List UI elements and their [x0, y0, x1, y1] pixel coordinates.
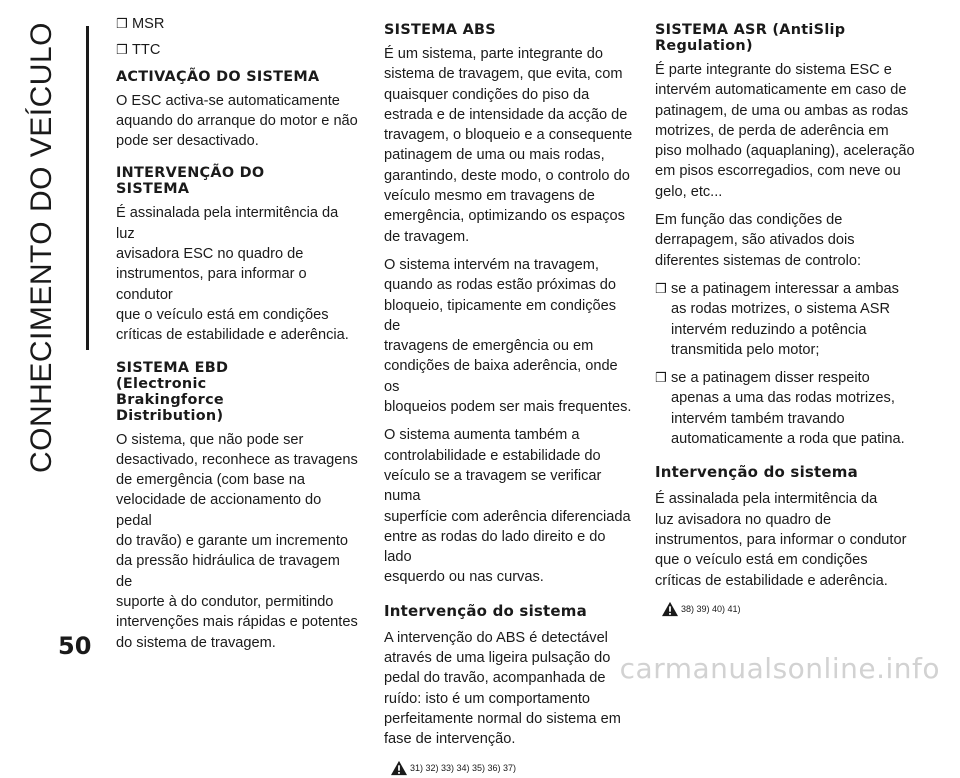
heading-intervention: INTERVENÇÃO DO SISTEMA — [116, 165, 265, 198]
heading-asr-intervention: Intervenção do sistema — [655, 463, 858, 482]
page-number: 50 — [58, 632, 92, 660]
list-item-text: se a patinagem disser respeito apenas a uma das rodas motrizes, intervém também travando automaticamente a roda que patina. — [671, 370, 905, 448]
watermark: carmanualsonline.info — [619, 652, 940, 685]
side-title-text: CONHECIMENTO DO VEÍCULO — [25, 22, 58, 473]
paragraph-asr-1: É parte integrante do sistema ESC e intervém automaticamente em caso de patinagem, de uma ou ambas as rodas motrizes, de perda de aderência em piso molhado (aquaplaning), aceleração em pisos escorregadios, com neve ou gelo, etc... — [655, 62, 915, 200]
heading-activation: ACTIVAÇÃO DO SISTEMA — [116, 68, 320, 85]
heading-ebd: SISTEMA EBD (Electronic Brakingforce Distribution) — [116, 359, 229, 424]
paragraph-abs-1: É um sistema, parte integrante do sistema de travagem, que evita, com quaisquer condições do piso da estrada e de intensidade da acção de travagem, o bloqueio e a consequente patinagem de uma ou mais rodas, garantindo, deste modo, o controlo do veículo mesmo em travagens de emergência, optimizando os espaços de travagem. — [384, 46, 633, 245]
paragraph-intervention: É assinalada pela intermitência da luz avisadora ESC no quadro de instrumentos, para informar o condutor que o veículo está em condições críticas de estabilidade e aderência. — [116, 205, 349, 344]
warning-triangle-icon — [390, 760, 408, 776]
checkbox-bullet-icon: ❒ — [655, 370, 667, 386]
checkbox-bullet-icon: ❒ — [655, 280, 667, 296]
list-item-text: MSR — [132, 16, 165, 32]
list-item — [655, 368, 915, 449]
checkbox-bullet-icon: ❒ — [116, 16, 128, 31]
paragraph-activation: O ESC activa-se automaticamente aquando do arranque do motor e não pode ser desactivado. — [116, 92, 358, 150]
section-side-title — [22, 22, 62, 582]
column-3 — [655, 14, 915, 619]
heading-abs: SISTEMA ABS — [384, 22, 496, 38]
heading-asr: SISTEMA ASR (AntiSlip Regulation) — [655, 22, 846, 54]
checkbox-bullet-icon: ❒ — [116, 42, 128, 58]
warning-triangle-icon — [661, 601, 679, 617]
heading-abs-intervention: Intervenção do sistema — [384, 601, 587, 620]
column-1 — [116, 14, 360, 661]
column-2 — [384, 14, 634, 778]
list-item — [116, 14, 360, 34]
references-text: 31) 32) 33) 34) 35) 36) 37) — [410, 762, 517, 773]
warning-references — [390, 758, 634, 778]
list-item — [116, 40, 360, 60]
warning-references — [661, 599, 915, 619]
paragraph-abs-2: O sistema intervém na travagem, quando as rodas estão próximas do bloqueio, tipicamente em condições de travagens de emergência ou em condições de baixa aderência, onde os bloqueios podem ser mais frequentes. — [384, 256, 632, 416]
list-item-text: TTC — [132, 42, 161, 59]
list-item — [655, 279, 915, 360]
paragraph-asr-2: Em função das condições de derrapagem, são ativados dois diferentes sistemas de controlo: — [655, 212, 862, 269]
paragraph-abs-3: O sistema aumenta também a controlabilidade e estabilidade do veículo se a travagem se verificar numa superfície com aderência diferenciada entre as rodas do lado direito e do lado esquerdo ou nas curvas. — [384, 427, 631, 586]
list-item-text: se a patinagem interessar a ambas as rodas motrizes, o sistema ASR intervém reduzindo a potência transmitida pelo motor; — [671, 280, 899, 358]
side-rule — [86, 26, 89, 350]
paragraph-asr-intervention: É assinalada pela intermitência da luz avisadora no quadro de instrumentos, para informar o condutor que o veículo está em condições críticas de estabilidade e aderência. — [655, 491, 907, 589]
references-text: 38) 39) 40) 41) — [681, 603, 741, 614]
paragraph-ebd: O sistema, que não pode ser desactivado, reconhece as travagens de emergência (com base na velocidade de accionamento do pedal do travão) e garante um incremento da pressão hidráulica de travagem de suporte à do condutor, permitindo intervenções mais rápidas e potentes do sistema de travagem. — [116, 431, 358, 651]
paragraph-abs-intervention: A intervenção do ABS é detectável através de uma ligeira pulsação do pedal do travão, acompanhada de ruído: isto é um comportamento perfeitamente normal do sistema em fase de intervenção. — [384, 629, 621, 748]
